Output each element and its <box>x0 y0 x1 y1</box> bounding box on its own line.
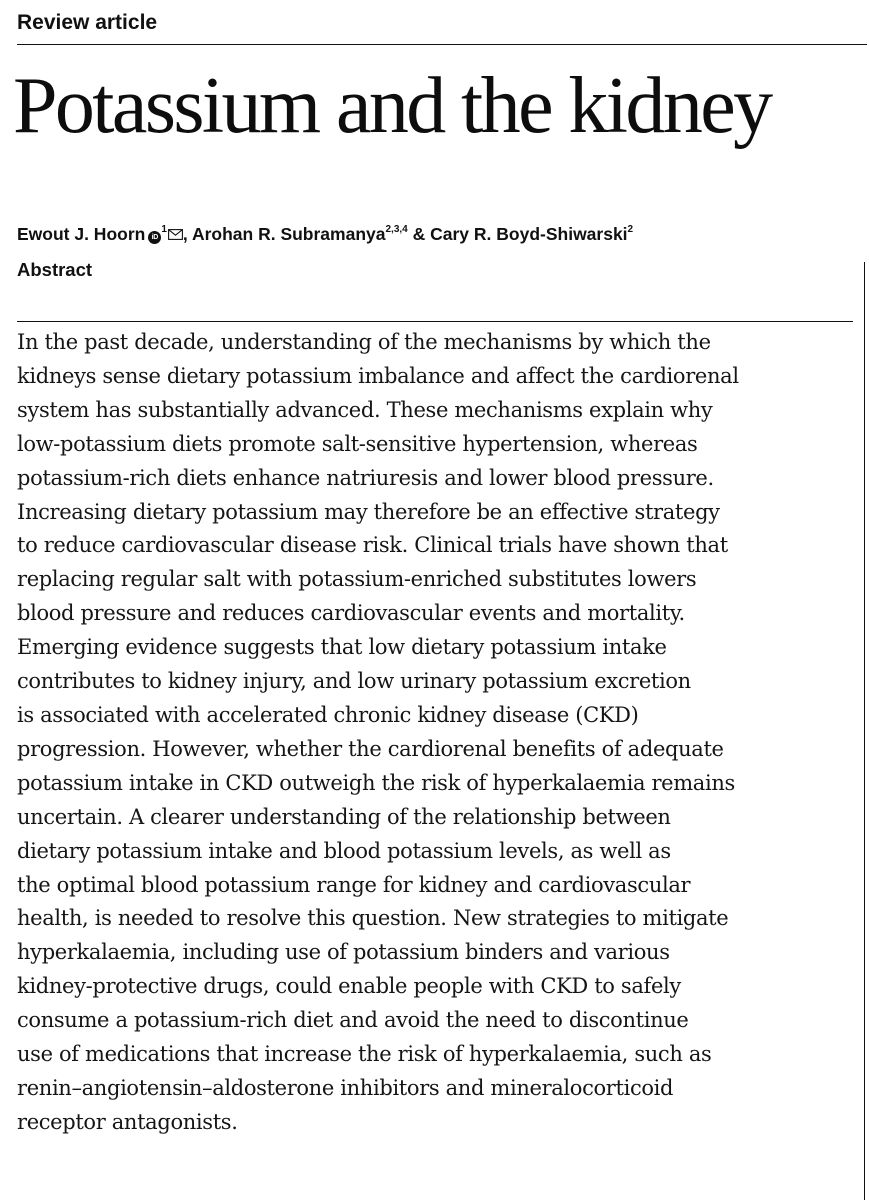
author-affiliation: 1 <box>161 224 167 235</box>
abstract-line: the optimal blood potassium range for kidney and cardiovascular <box>17 872 691 897</box>
abstract-line: progression. However, whether the cardiorenal benefits of adequate <box>17 736 724 761</box>
header-divider <box>17 44 867 45</box>
abstract-heading: Abstract <box>17 259 93 280</box>
article-title: Potassium and the kidney <box>13 62 771 150</box>
author-name[interactable]: Cary R. Boyd-Shiwarski <box>430 223 628 244</box>
abstract-line: dietary potassium intake and blood potassium levels, as well as <box>17 838 671 863</box>
abstract-line: is associated with accelerated chronic kidney disease (CKD) <box>17 702 639 727</box>
author-separator: & <box>407 223 431 244</box>
author-affiliation: 2,3,4 <box>385 224 408 235</box>
abstract-line: use of medications that increase the risk of hyperkalaemia, such as <box>17 1042 712 1067</box>
abstract-line: hyperkalaemia, including use of potassium binders and various <box>17 940 670 965</box>
abstract-line: replacing regular salt with potassium-enriched substitutes lowers <box>17 567 697 592</box>
orcid-icon[interactable]: iD <box>148 231 161 244</box>
abstract-line: Increasing dietary potassium may therefore be an effective strategy <box>17 499 720 524</box>
mail-icon[interactable] <box>168 229 183 240</box>
abstract-line: potassium intake in CKD outweigh the risk of hyperkalaemia remains <box>17 770 735 795</box>
abstract-line: renin–angiotensin–aldosterone inhibitors and mineralocorticoid <box>17 1075 674 1100</box>
abstract-line: system has substantially advanced. These mechanisms explain why <box>17 397 713 422</box>
abstract-line: contributes to kidney injury, and low urinary potassium excretion <box>17 669 691 694</box>
author-list <box>17 218 633 247</box>
abstract-line: uncertain. A clearer understanding of the relationship between <box>17 804 671 829</box>
author-name[interactable]: Arohan R. Subramanya <box>191 223 386 244</box>
abstract-line: kidney-protective drugs, could enable people with CKD to safely <box>17 974 681 999</box>
abstract-text <box>17 326 855 1140</box>
abstract-line: low-potassium diets promote salt-sensitive hypertension, whereas <box>17 431 698 456</box>
abstract-line: receptor antagonists. <box>17 1109 238 1134</box>
column-divider <box>864 262 865 1200</box>
author-separator: , <box>182 223 192 244</box>
abstract-line: potassium-rich diets enhance natriuresis and lower blood pressure. <box>17 465 714 490</box>
abstract-line: consume a potassium-rich diet and avoid the need to discontinue <box>17 1008 689 1033</box>
article-type-label: Review article <box>17 11 158 34</box>
abstract-line: kidneys sense dietary potassium imbalance and affect the cardiorenal <box>17 363 739 388</box>
author-name[interactable]: Ewout J. Hoorn <box>17 223 146 244</box>
abstract-line: In the past decade, understanding of the mechanisms by which the <box>17 330 711 354</box>
abstract-line: health, is needed to resolve this question. New strategies to mitigate <box>17 906 729 931</box>
abstract-line: to reduce cardiovascular disease risk. Clinical trials have shown that <box>17 533 728 558</box>
abstract-line: blood pressure and reduces cardiovascular events and mortality. <box>17 601 685 626</box>
author-affiliation: 2 <box>627 224 634 235</box>
abstract-line: Emerging evidence suggests that low dietary potassium intake <box>17 635 667 660</box>
abstract-divider <box>17 321 853 322</box>
